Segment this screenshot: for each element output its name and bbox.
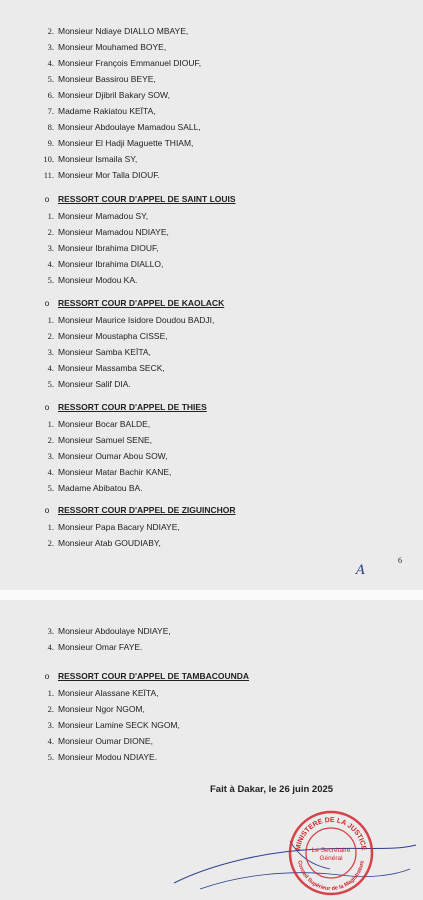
list-item: 4. Monsieur François Emmanuel DIOUF, bbox=[47, 58, 202, 68]
list-item: 4. Monsieur Oumar DIONE, bbox=[47, 736, 153, 746]
list-item: 3. Monsieur Ibrahima DIOUF, bbox=[47, 243, 159, 253]
list-item: 4. Monsieur Omar FAYE. bbox=[47, 642, 143, 652]
section-heading-thies: o RESSORT COUR D'APPEL DE THIES bbox=[44, 402, 207, 412]
list-item: 5. Monsieur Modou KA. bbox=[47, 275, 138, 285]
section-heading-saint-louis: o RESSORT COUR D'APPEL DE SAINT LOUIS bbox=[44, 194, 236, 204]
list-item: 7. Madame Rakiatou KEÏTA, bbox=[47, 106, 156, 116]
list-item: 3. Monsieur Abdoulaye NDIAYE, bbox=[47, 626, 171, 636]
list-item: 5. Madame Abibatou BA. bbox=[47, 483, 143, 493]
section-heading-tambacounda: o RESSORT COUR D'APPEL DE TAMBACOUNDA bbox=[44, 671, 250, 681]
section-heading-kaolack: o RESSORT COUR D'APPEL DE KAOLACK bbox=[44, 298, 225, 308]
list-item: 2. Monsieur Samuel SENE, bbox=[47, 435, 153, 445]
list-item: 1. Monsieur Mamadou SY, bbox=[47, 211, 149, 221]
list-item: 4. Monsieur Massamba SECK, bbox=[47, 363, 165, 373]
section-heading-ziguinchor: o RESSORT COUR D'APPEL DE ZIGUINCHOR bbox=[44, 505, 236, 515]
stamp-center-line1: Le Secrétaire bbox=[311, 847, 351, 854]
list-item: 10. Monsieur Ismaila SY, bbox=[43, 154, 138, 164]
list-item: 11. Monsieur Mor Talla DIOUF. bbox=[43, 170, 160, 180]
list-item: 6. Monsieur Djibril Bakary SOW, bbox=[47, 90, 170, 100]
list-item: 3. Monsieur Samba KEÏTA, bbox=[47, 347, 151, 357]
list-item: 5. Monsieur Modou NDIAYE. bbox=[47, 752, 158, 762]
list-item: 4. Monsieur Ibrahima DIALLO, bbox=[47, 259, 164, 269]
list-item: 3. Monsieur Lamine SECK NGOM, bbox=[47, 720, 180, 730]
list-item: 9. Monsieur El Hadji Maguette THIAM, bbox=[47, 138, 194, 148]
list-item: 1. Monsieur Bocar BALDE, bbox=[47, 419, 151, 429]
list-item: 2. Monsieur Ndiaye DIALLO MBAYE, bbox=[47, 26, 189, 36]
list-item: 2. Monsieur Mamadou NDIAYE, bbox=[47, 227, 169, 237]
list-item: 1. Monsieur Papa Bacary NDIAYE, bbox=[47, 522, 180, 532]
page-separator bbox=[0, 590, 423, 600]
page-number: 6 bbox=[398, 556, 402, 565]
list-item: 2. Monsieur Ngor NGOM, bbox=[47, 704, 145, 714]
list-item: 1. Monsieur Maurice Isidore Doudou BADJI, bbox=[47, 315, 215, 325]
stamp-bottom-text: Conseil Supérieur de la Magistrature bbox=[296, 860, 366, 893]
list-item: 8. Monsieur Abdoulaye Mamadou SALL, bbox=[47, 122, 201, 132]
list-item: 3. Monsieur Oumar Abou SOW, bbox=[47, 451, 168, 461]
list-item: 4. Monsieur Matar Bachir KANE, bbox=[47, 467, 172, 477]
list-item: 2. Monsieur Atab GOUDIABY, bbox=[47, 538, 161, 548]
list-item: 5. Monsieur Bassirou BEYE, bbox=[47, 74, 156, 84]
handwritten-initial: A bbox=[356, 563, 366, 578]
official-stamp bbox=[288, 810, 374, 896]
list-item: 1. Monsieur Alassane KEÏTA, bbox=[47, 688, 159, 698]
signoff-date: Fait à Dakar, le 26 juin 2025 bbox=[210, 784, 334, 795]
stamp-center-line2: Général bbox=[319, 855, 343, 862]
list-item: 2. Monsieur Moustapha CISSE, bbox=[47, 331, 168, 341]
list-item: 5. Monsieur Salif DIA. bbox=[47, 379, 131, 389]
stamp-top-text: MINISTERE DE LA JUSTICE bbox=[295, 816, 367, 851]
list-item: 3. Monsieur Mouhamed BOYE, bbox=[47, 42, 167, 52]
